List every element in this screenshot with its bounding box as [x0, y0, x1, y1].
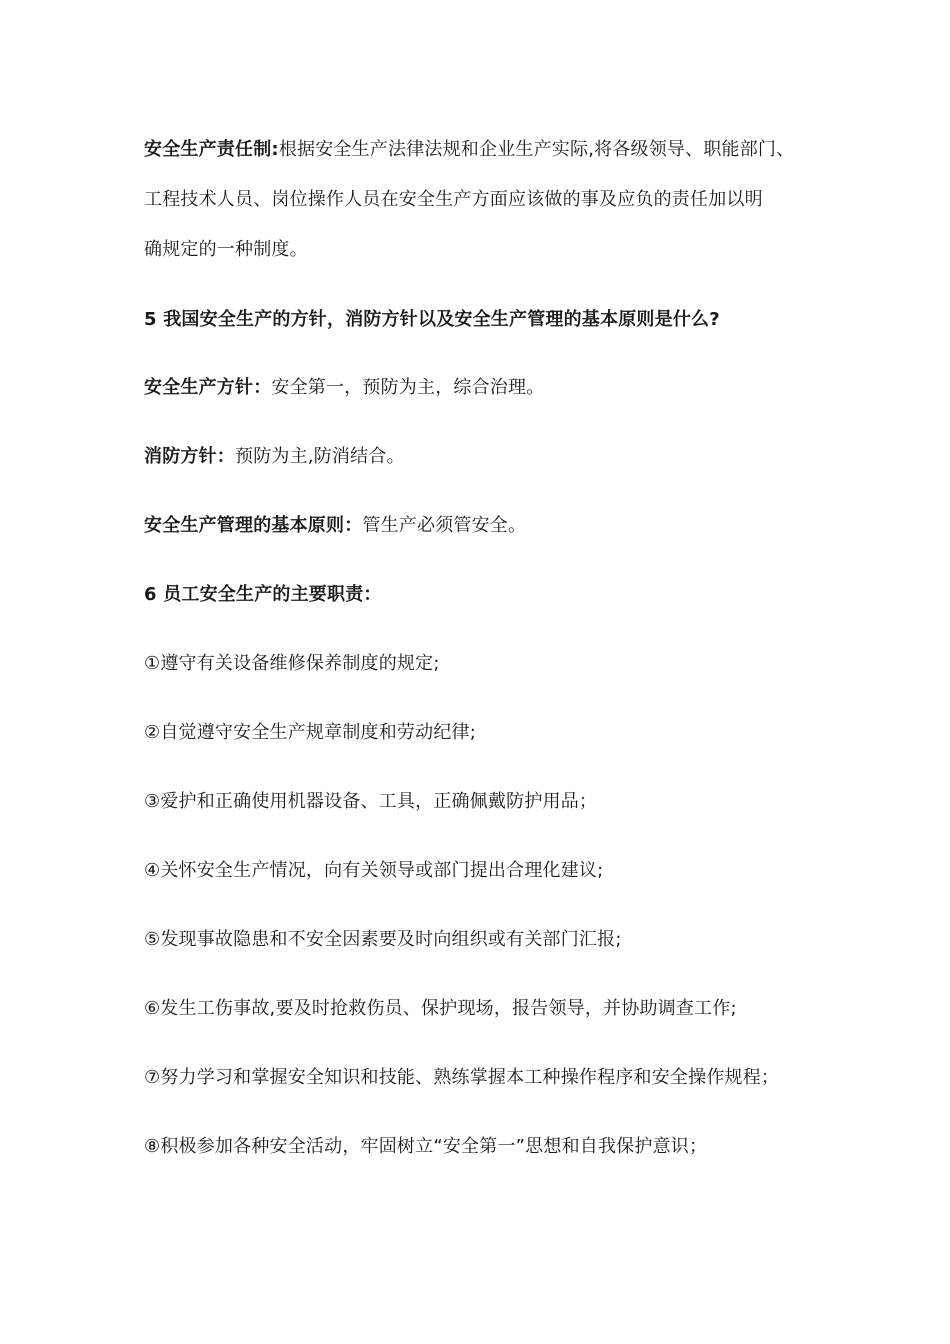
item-text: 管生产必须管安全。 — [362, 515, 527, 536]
item-term: 安全生产方针： — [144, 377, 272, 398]
definition-line-3: 确规定的一种制度。 — [144, 239, 308, 260]
duty-item: ①遵守有关设备维修保养制度的规定; — [144, 653, 440, 674]
section-5-heading: 5 我国安全生产的方针，消防方针以及安全生产管理的基本原则是什么? — [144, 309, 720, 330]
duty-item: ⑦努力学习和掌握安全知识和技能、熟练掌握本工种操作程序和安全操作规程； — [144, 1067, 780, 1088]
duty-item: ⑥发生工伤事故,要及时抢救伤员、保护现场，报告领导，并协助调查工作; — [144, 998, 737, 1019]
definition-text-1: 根据安全生产法律法规和企业生产实际,将各级领导、职能部门、 — [278, 139, 795, 160]
item-term: 消防方针： — [144, 446, 235, 467]
duty-item: ⑤发现事故隐患和不安全因素要及时向组织或有关部门汇报; — [144, 929, 622, 950]
duty-item: ②自觉遵守安全生产规章制度和劳动纪律; — [144, 722, 476, 743]
duty-item: ③爱护和正确使用机器设备、工具，正确佩戴防护用品； — [144, 791, 598, 812]
duty-item: ⑧积极参加各种安全活动，牢固树立“安全第一”思想和自我保护意识； — [144, 1136, 708, 1157]
item-text: 安全第一，预防为主，综合治理。 — [271, 377, 545, 398]
section-5-item — [144, 376, 834, 400]
item-text: 预防为主,防消结合。 — [235, 446, 405, 467]
duty-item: ④关怀安全生产情况，向有关领导或部门提出合理化建议; — [144, 860, 604, 881]
section-5-item — [144, 514, 834, 538]
definition-term: 安全生产责任制: — [144, 139, 279, 160]
section-6-heading: 6 员工安全生产的主要职责： — [144, 584, 382, 605]
definition-line-2: 工程技术人员、岗位操作人员在安全生产方面应该做的事及应负的责任加以明 — [144, 189, 763, 210]
section-5-item — [144, 445, 834, 469]
item-term: 安全生产管理的基本原则： — [144, 515, 363, 536]
definition-line-1 — [144, 138, 834, 162]
